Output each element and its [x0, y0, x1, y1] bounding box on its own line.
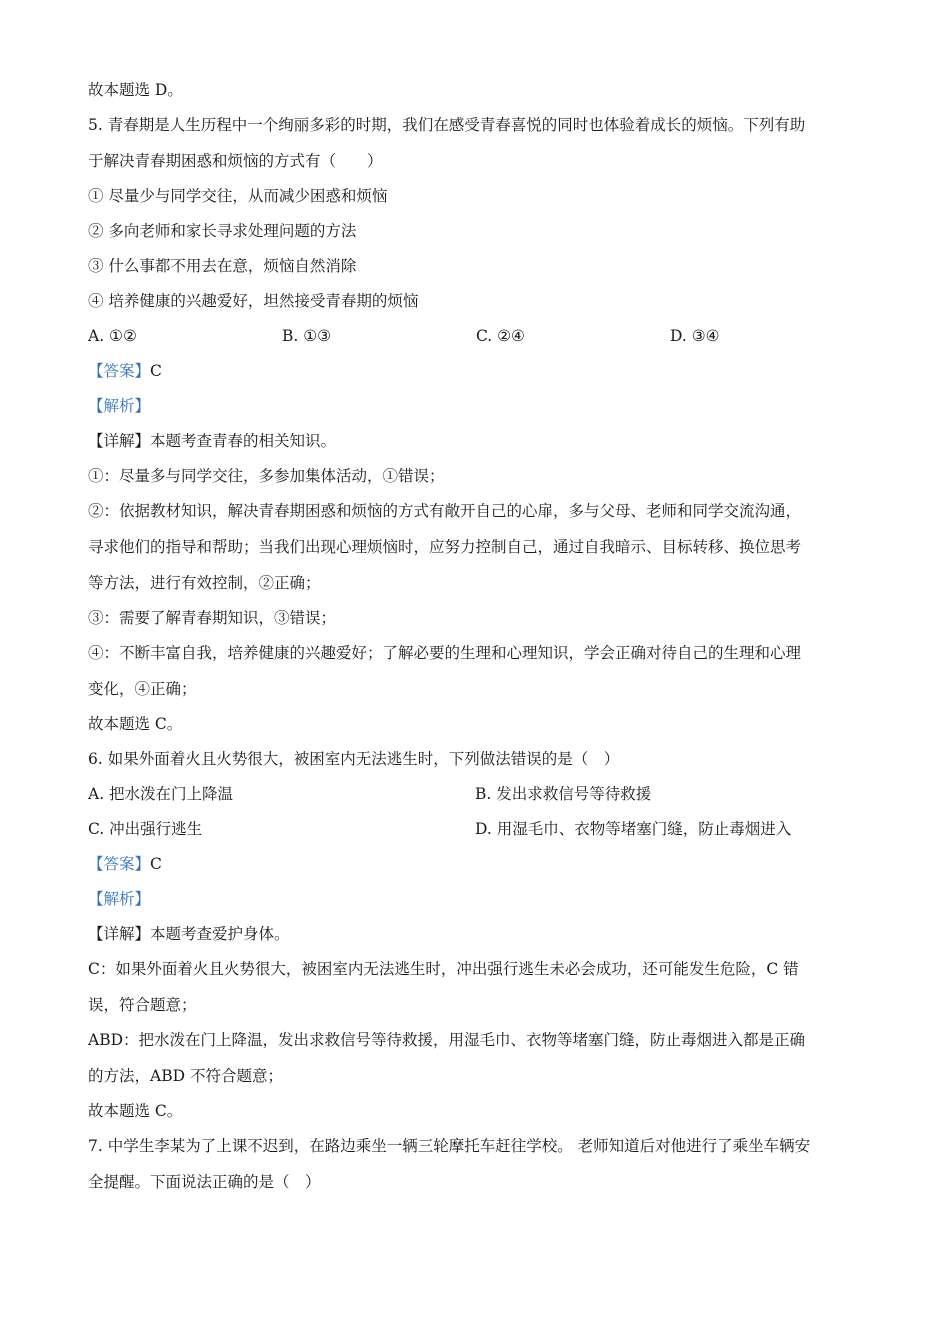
q6-explanation-c-line2: 误，符合题意；	[88, 996, 197, 1014]
q5-answer-tag: 【答案】	[88, 362, 151, 380]
q5-explanation-2-line3: 等方法，进行有效控制，②正确；	[88, 574, 321, 592]
q5-item-2: ② 多向老师和家长寻求处理问题的方法	[88, 222, 357, 240]
q6-stem: 6. 如果外面着火且火势很大，被困室内无法逃生时，下列做法错误的是（ ）	[88, 750, 620, 768]
q7-stem-line1: 7. 中学生李某为了上课不迟到，在路边乘坐一辆三轮摩托车赶往学校。 老师知道后对他进行了乘坐车辆安	[88, 1137, 811, 1155]
q5-detail: 【详解】本题考查青春的相关知识。	[88, 432, 337, 450]
q6-explanation-c-line1: C：如果外面着火且火势很大，被困室内无法逃生时，冲出强行逃生未必会成功，还可能发生危险，C 错	[88, 960, 799, 978]
q5-answer	[88, 359, 863, 383]
q6-answer-value: C	[150, 855, 162, 873]
q4-conclusion: 故本题选 D。	[88, 81, 183, 99]
document-page	[88, 78, 863, 1194]
q6-option-c: C. 冲出强行逃生	[88, 820, 203, 838]
q5-answer-value: C	[150, 362, 162, 380]
q6-option-d: D. 用湿毛巾、衣物等堵塞门缝，防止毒烟进入	[475, 820, 792, 838]
q6-detail: 【详解】本题考查爱护身体。	[88, 925, 290, 943]
q6-explanation-abd-line2: 的方法，ABD 不符合题意；	[88, 1067, 283, 1085]
q6-options-row1	[88, 782, 863, 806]
q5-options	[88, 324, 863, 348]
q6-explanation-abd-line1: ABD：把水泼在门上降温，发出求救信号等待救援，用湿毛巾、衣物等堵塞门缝，防止毒烟进入都是正确	[88, 1031, 806, 1049]
q5-explanation-4-line1: ④：不断丰富自我，培养健康的兴趣爱好；了解必要的生理和心理知识，学会正确对待自己的生理和心理	[88, 644, 802, 662]
q6-conclusion: 故本题选 C。	[88, 1102, 183, 1120]
q6-option-b: B. 发出求救信号等待救援	[475, 785, 652, 803]
q6-answer	[88, 852, 863, 876]
q6-option-a: A. 把水泼在门上降温	[88, 785, 234, 803]
q5-option-b: B. ①③	[282, 327, 332, 345]
q5-analysis-tag: 【解析】	[88, 397, 151, 415]
q7-stem-line2: 全提醒。下面说法正确的是（ ）	[88, 1173, 321, 1191]
q6-options-row2	[88, 817, 863, 841]
q5-option-d: D. ③④	[670, 327, 720, 345]
q5-explanation-4-line2: 变化，④正确；	[88, 680, 197, 698]
q5-item-3: ③ 什么事都不用去在意，烦恼自然消除	[88, 257, 357, 275]
q5-explanation-2-line1: ②：依据教材知识，解决青春期困惑和烦恼的方式有敞开自己的心扉，多与父母、老师和同学交流沟通，	[88, 502, 802, 520]
q5-item-1: ① 尽量少与同学交往，从而减少困惑和烦恼	[88, 187, 388, 205]
q5-option-c: C. ②④	[476, 327, 525, 345]
q5-explanation-2-line2: 寻求他们的指导和帮助；当我们出现心理烦恼时，应努力控制自己，通过自我暗示、目标转移、换位思考	[88, 538, 802, 556]
q5-explanation-3: ③：需要了解青春期知识，③错误；	[88, 609, 337, 627]
q5-stem-line1: 5. 青春期是人生历程中一个绚丽多彩的时期，我们在感受青春喜悦的同时也体验着成长的烦恼。下列有助	[88, 116, 806, 134]
q6-analysis-tag: 【解析】	[88, 890, 151, 908]
q5-stem-line2: 于解决青春期困惑和烦恼的方式有（ ）	[88, 152, 383, 170]
q5-item-4: ④ 培养健康的兴趣爱好，坦然接受青春期的烦恼	[88, 292, 419, 310]
q5-explanation-1: ①：尽量多与同学交往，多参加集体活动，①错误；	[88, 467, 445, 485]
q6-answer-tag: 【答案】	[88, 855, 151, 873]
q5-conclusion: 故本题选 C。	[88, 715, 183, 733]
q5-option-a: A. ①②	[88, 327, 137, 345]
